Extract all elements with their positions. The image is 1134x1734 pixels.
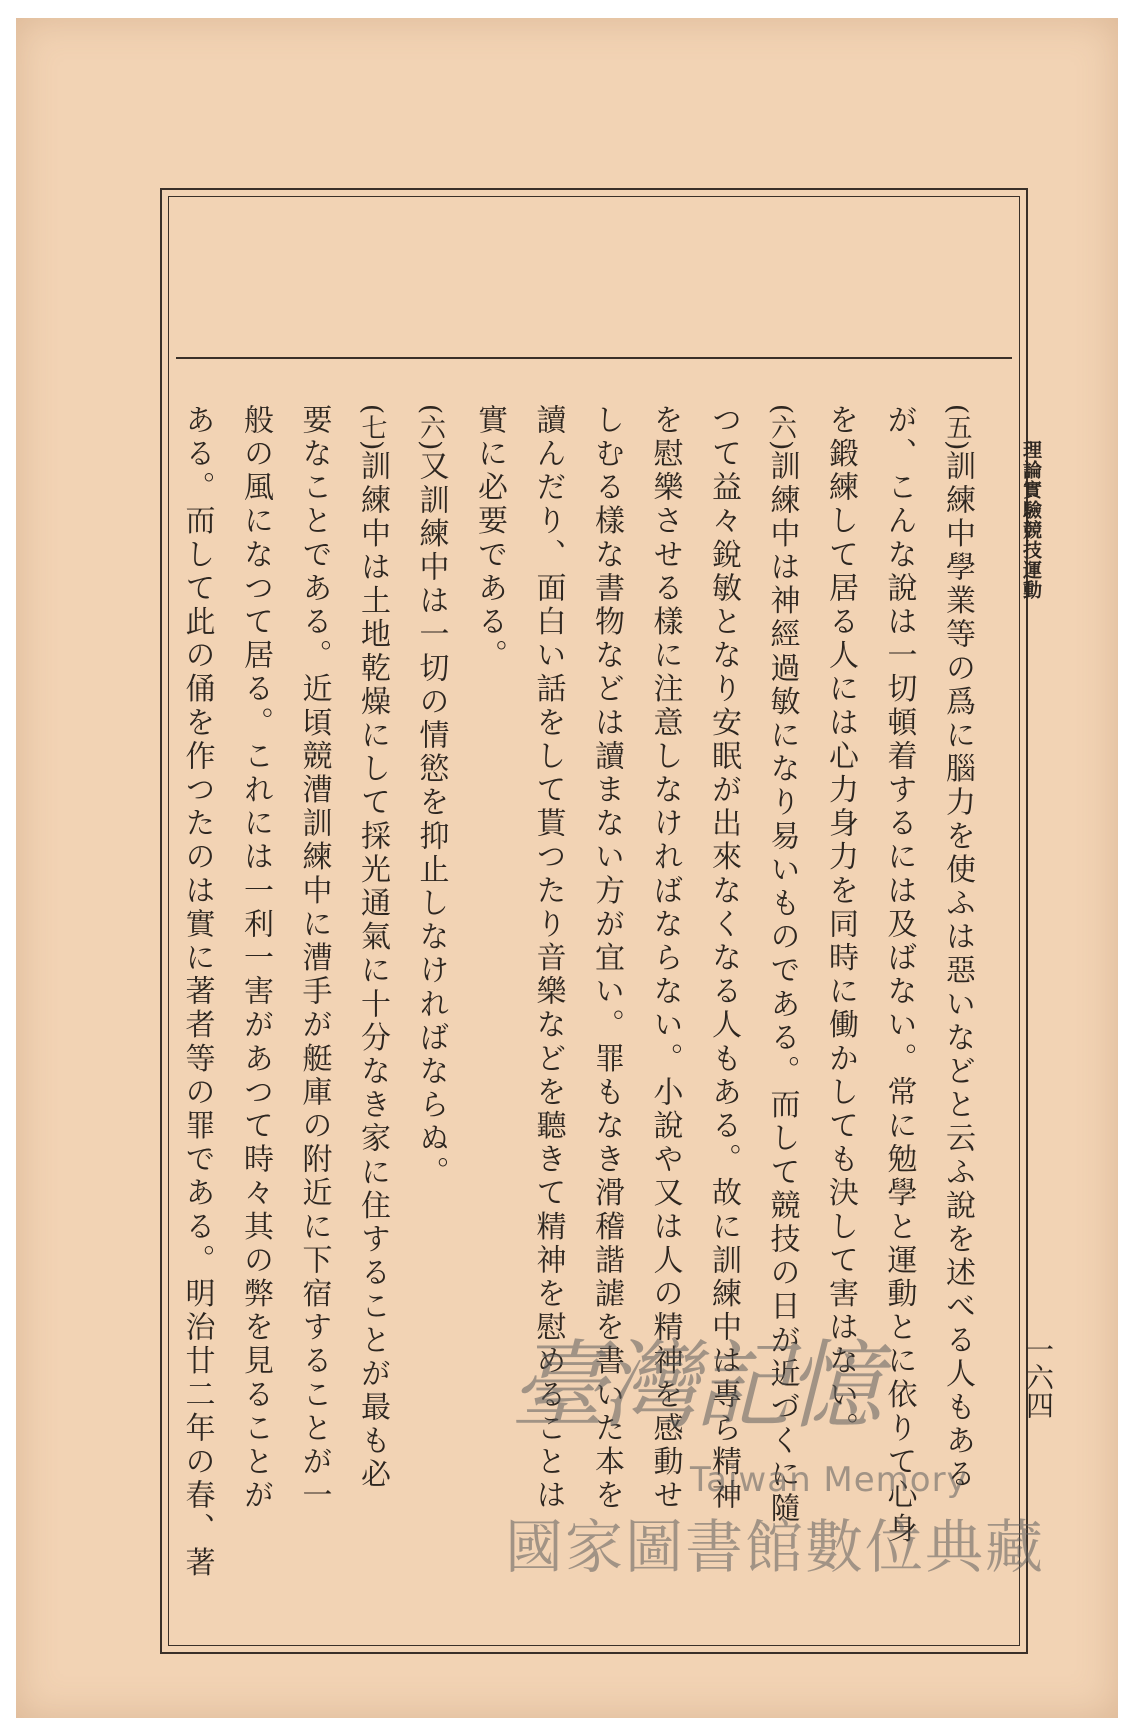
item-marker: (六)	[766, 404, 797, 451]
line-text: 讀んだり、面白い話をして貰つたり音樂などを聽きて精神を慰めることは	[530, 404, 566, 1513]
library-watermark	[500, 1310, 1060, 1630]
line-text: つて益々銳敏となり安眠が出來なくなる人もある。故に訓練中は專ら精神	[706, 404, 741, 1513]
text-line-14	[167, 404, 226, 1610]
line-text: を慰樂させる樣に注意しなければならない。小說や又は人の精神を感動せ	[647, 404, 683, 1513]
line-text: ある。而して此の俑を作つたのは實に著者等の罪である。明治廿二年の春、著	[179, 404, 215, 1580]
watermark-latin-text: Taiwan Memory	[690, 1460, 968, 1500]
watermark-script-text: 臺灣記憶	[510, 1330, 878, 1442]
running-head: 理論實驗競技運動	[1020, 440, 1042, 600]
watermark-cjk-text: 國家圖書館數位典藏	[505, 1513, 1046, 1581]
header-rule	[176, 357, 1012, 359]
text-line-11	[343, 404, 402, 1610]
line-text: 般の風になつて居る。これには一利一害があつて時々其の弊を見ることが	[238, 404, 273, 1513]
line-text: が、こんな說は一切頓着するには及ばない。常に勉學と運動とに依りて心身	[881, 404, 917, 1547]
item-marker: (七)	[357, 404, 387, 451]
text-line-13	[226, 404, 285, 1610]
text-line-12	[284, 404, 343, 1610]
text-line-10	[401, 404, 460, 1610]
page-number: 一六四	[1022, 1335, 1055, 1419]
line-text: を鍛練して居る人には心力身力を同時に働かしても決して害はない。	[823, 404, 858, 1446]
item-marker: (五)	[942, 404, 972, 451]
line-text: 要なことである。近頃競漕訓練中に漕手が艇庫の附近に下宿することが一	[296, 404, 332, 1513]
line-text: 又訓練中は一切の情慾を抑止しなければならぬ。	[413, 450, 449, 1190]
line-text: 實に必要である。	[472, 404, 507, 673]
line-text: 訓練中は神經過敏になり易いものである。而して競技の日が近づくに隨	[764, 450, 800, 1526]
line-text: しむる樣な書物などは讀まない方が宜い。罪もなき滑稽諧謔を書いた本を	[589, 404, 624, 1513]
line-text: 訓練中學業等の爲に腦力を使ふは惡いなどと云ふ說を述べる人もある	[940, 450, 975, 1492]
line-text: 訓練中は土地乾燥にして採光通氣に十分なき家に住することが最も必	[355, 450, 390, 1492]
item-marker: (六)	[415, 404, 446, 451]
